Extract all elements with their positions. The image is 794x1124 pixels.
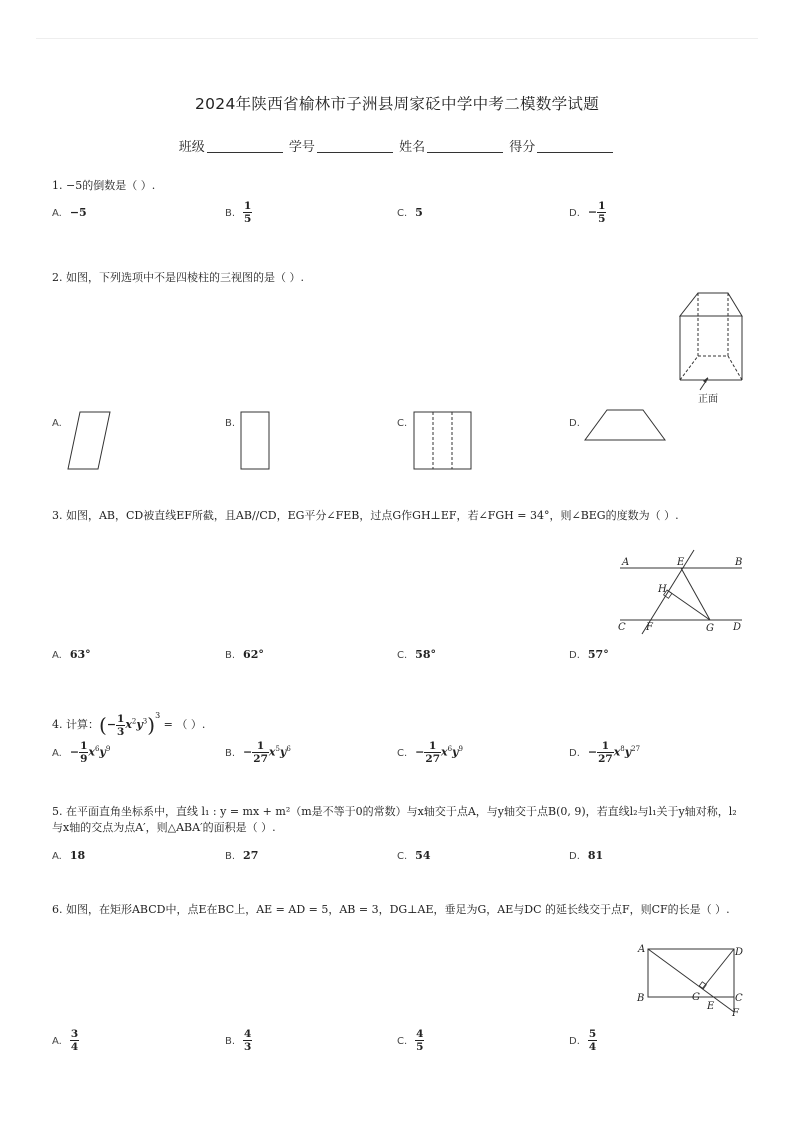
q5-option-a[interactable]: A. 18	[52, 849, 86, 862]
svg-text:C: C	[618, 622, 626, 633]
svg-text:A: A	[622, 557, 630, 568]
svg-text:G: G	[706, 623, 714, 634]
q4-option-b[interactable]: B. − $\frac{1}{27}$ $x^5y^6$	[225, 740, 291, 765]
fraction: $\frac{3}{4}$	[70, 1028, 79, 1053]
q1-option-c[interactable]: C. 5	[397, 206, 423, 219]
q2-figure-b-rectangle	[239, 410, 273, 472]
question-4-stem: 4. 计算：(− $\frac{1}{3}$ $x^2y^3)^3$ = （ ）.	[52, 711, 206, 738]
q6-option-c[interactable]: C. $\frac{4}{5}$	[397, 1028, 424, 1053]
number-blank[interactable]	[317, 140, 393, 153]
svg-text:H: H	[658, 584, 667, 595]
q3-option-a[interactable]: A. 63°	[52, 648, 91, 661]
q2-option-c[interactable]: C.	[397, 418, 408, 429]
q4-option-d[interactable]: D. − $\frac{1}{27}$ $x^8y^{27}$	[569, 740, 641, 765]
svg-text:F: F	[732, 1008, 739, 1019]
student-info-line	[0, 136, 794, 155]
q2-figure-c-rectangle-dashed	[412, 410, 474, 472]
q1-option-d[interactable]: D. − $\frac{1}{5}$	[569, 200, 606, 225]
page-title: 2024年陕西省榆林市子洲县周家砭中学中考二模数学试题	[194, 95, 600, 113]
question-6-stem: 6. 如图，在矩形ABCD中，点E在BC上，AE = AD = 5，AB = 3，DG⊥AE，垂足为G，AE与DC 的延长线交于点F，则CF的长是（ ）.	[52, 903, 730, 916]
q3-option-b[interactable]: B. 62°	[225, 648, 264, 661]
svg-text:F: F	[646, 622, 653, 633]
q5-option-c[interactable]: C. 54	[397, 849, 431, 862]
svg-text:B: B	[637, 993, 645, 1004]
class-blank[interactable]	[207, 140, 283, 153]
svg-text:E: E	[707, 1001, 715, 1012]
q6-option-d[interactable]: D. $\frac{5}{4}$	[569, 1028, 597, 1053]
svg-text:E: E	[677, 557, 685, 568]
q3-option-d[interactable]: D. 57°	[569, 648, 609, 661]
q4-option-c[interactable]: C. − $\frac{1}{27}$ $x^6y^9$	[397, 740, 463, 765]
fraction: $\frac{5}{4}$	[588, 1028, 597, 1053]
svg-text:B: B	[735, 557, 743, 568]
q2-figure-d-trapezoid	[583, 408, 669, 444]
fraction: $\frac{1}{5}$	[244, 200, 252, 225]
q6-option-b[interactable]: B. $\frac{4}{3}$	[225, 1028, 252, 1053]
score-blank[interactable]	[537, 140, 613, 153]
fraction: $\frac{1}{5}$	[598, 200, 606, 225]
q3-option-c[interactable]: C. 58°	[397, 648, 436, 661]
q2-figure-a-parallelogram	[66, 410, 114, 472]
q5-option-d[interactable]: D. 81	[569, 849, 604, 862]
svg-text:G: G	[692, 992, 700, 1003]
score-label: 得分	[509, 140, 536, 155]
q1-option-a[interactable]: A. −5	[52, 206, 87, 219]
parallel-lines-figure	[614, 548, 746, 638]
rectangle-figure	[634, 940, 748, 1020]
name-blank[interactable]	[427, 140, 503, 153]
front-view-caption: 正面	[698, 394, 718, 405]
q2-option-a[interactable]: A.	[52, 418, 62, 429]
q2-option-d[interactable]: D.	[569, 418, 580, 429]
q1-option-b[interactable]: B. $\frac{1}{5}$	[225, 200, 252, 225]
question-1-stem: 1. −5的倒数是（ ）.	[52, 179, 156, 192]
svg-text:C: C	[735, 993, 743, 1004]
q4-option-a[interactable]: A. − $\frac{1}{9}$ $x^6y^9$	[52, 740, 111, 765]
prism-figure	[670, 288, 750, 408]
fraction: $\frac{4}{3}$	[244, 1028, 252, 1053]
class-label: 班级	[178, 140, 205, 155]
svg-text:A: A	[638, 944, 646, 955]
q2-option-b[interactable]: B.	[225, 418, 236, 429]
fraction: $\frac{4}{5}$	[416, 1028, 424, 1053]
q6-option-a[interactable]: A. $\frac{3}{4}$	[52, 1028, 79, 1053]
question-2-stem: 2. 如图，下列选项中不是四棱柱的三视图的是（ ）.	[52, 271, 304, 284]
question-5-stem: 5. 在平面直角坐标系中，直线 l₁ : y = mx + m²（m是不等于0的常数）与x轴交于点A，与y轴交于点B(0, 9)，若直线l₂与l₁关于y轴对称，l₂与x轴的交点为点A′，则△ABA′的面积是（ ）.	[52, 805, 737, 834]
svg-text:D: D	[735, 947, 744, 958]
svg-text:D: D	[733, 622, 742, 633]
top-divider	[36, 38, 758, 39]
q5-option-b[interactable]: B. 27	[225, 849, 259, 862]
number-label: 学号	[288, 140, 315, 155]
name-label: 姓名	[399, 140, 426, 155]
question-3-stem: 3. 如图，AB，CD被直线EF所截，且AB//CD，EG平分∠FEB，过点G作GH⊥EF，若∠FGH = 34°，则∠BEG的度数为（ ）.	[52, 509, 679, 522]
